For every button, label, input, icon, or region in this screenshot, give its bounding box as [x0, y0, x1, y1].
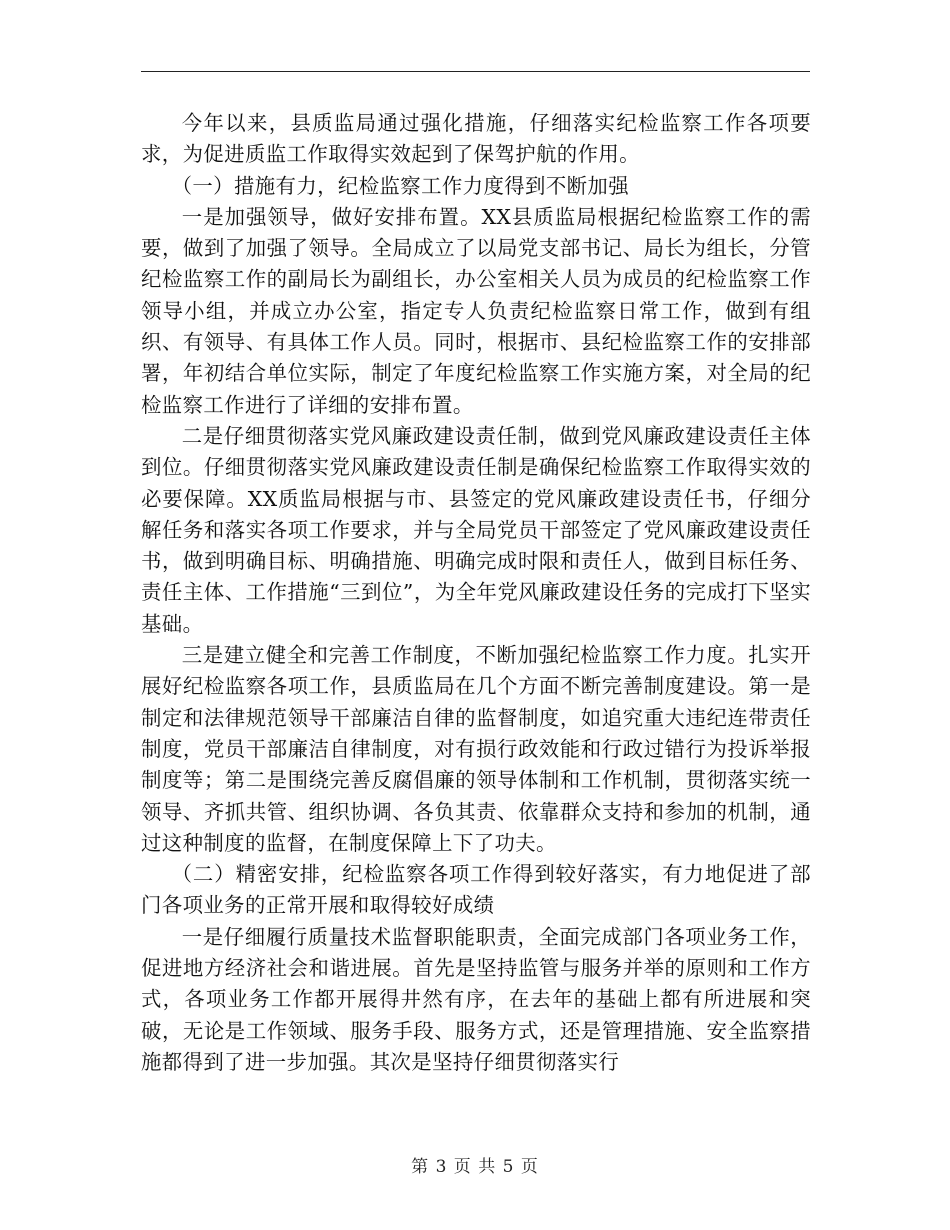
paragraph-duties: 一是仔细履行质量技术监督职能职责，全面完成部门各项业务工作，促进地方经济社会和谐进展。首先是坚持监管与服务并举的原则和工作方式，各项业务工作都开展得井然有序，在去年的基础上都有所进展和突破，无论是工作领域、服务手段、服务方式，还是管理措施、安全监察措施都得到了进一步加强。其次是坚持仔细贯彻落实行	[141, 924, 811, 1074]
header-rule	[141, 71, 810, 72]
paragraph-intro: 今年以来，县质监局通过强化措施，仔细落实纪检监察工作各项要求，为促进质监工作取得实效起到了保驾护航的作用。	[141, 111, 811, 167]
paragraph-system: 三是建立健全和完善工作制度，不断加强纪检监察工作力度。扎实开展好纪检监察各项工作，县质监局在几个方面不断完善制度建设。第一是制定和法律规范领导干部廉洁自律的监督制度，如追究重大违纪连带责任制度，党员干部廉洁自律制度，对有损行政效能和行政过错行为投诉举报制度等；第二是围绕完善反腐倡廉的领导体制和工作机制，贯彻落实统一领导、齐抓共管、组织协调、各负其责、依靠群众支持和参加的机制，通过这种制度的监督，在制度保障上下了功夫。	[141, 643, 811, 855]
section-heading-1: （一）措施有力，纪检监察工作力度得到不断加强	[171, 173, 629, 198]
document-body	[141, 108, 811, 1078]
page-number: 第 3 页 共 5 页	[411, 1157, 539, 1177]
paragraph-leadership: 一是加强领导，做好安排布置。XX县质监局根据纪检监察工作的需要，做到了加强了领导。全局成立了以局党支部书记、局长为组长，分管纪检监察工作的副局长为副组长，办公室相关人员为成员的纪检监察工作领导小组，并成立办公室，指定专人负责纪检监察日常工作，做到有组织、有领导、有具体工作人员。同时，根据市、县纪检监察工作的安排部署，年初结合单位实际，制定了年度纪检监察工作实施方案，对全局的纪检监察工作进行了详细的安排布置。	[141, 204, 811, 417]
paragraph-responsibility: 二是仔细贯彻落实党风廉政建设责任制，做到党风廉政建设责任主体到位。仔细贯彻落实党风廉政建设责任制是确保纪检监察工作取得实效的必要保障。XX质监局根据与市、县签定的党风廉政建设责任书，仔细分解任务和落实各项工作要求，并与全局党员干部签定了党风廉政建设责任书，做到明确目标、明确措施、明确完成时限和责任人，做到目标任务、责任主体、工作措施“三到位”，为全年党风廉政建设任务的完成打下坚实基础。	[141, 423, 811, 636]
section-heading-2: （二）精密安排，纪检监察各项工作得到较好落实，有力地促进了部门各项业务的正常开展和取得较好成绩	[141, 862, 811, 918]
